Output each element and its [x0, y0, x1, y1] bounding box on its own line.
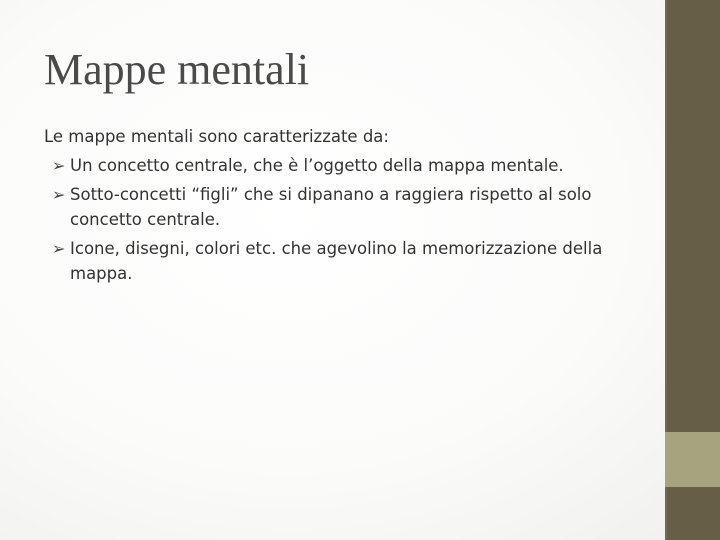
arrowhead-bullet-icon: ➢ [52, 185, 66, 204]
bullet-list [44, 153, 644, 286]
bullet-text: Icone, disegni, colori etc. che agevolino la memorizzazione della mappa. [70, 239, 603, 283]
arrowhead-bullet-icon: ➢ [52, 156, 66, 175]
list-item [44, 153, 644, 178]
bullet-text: Un concetto centrale, che è l’oggetto della mappa mentale. [70, 156, 564, 175]
list-item [44, 236, 644, 286]
decorative-sidebar [665, 0, 720, 540]
sidebar-accent-band [665, 432, 720, 487]
intro-text: Le mappe mentali sono caratterizzate da: [44, 127, 389, 146]
arrowhead-bullet-icon: ➢ [52, 239, 66, 258]
list-item [44, 182, 644, 232]
slide-body [44, 124, 644, 290]
bullet-text: Sotto-concetti “figli” che si dipanano a raggiera rispetto al solo concetto centrale. [70, 185, 592, 229]
slide-title: Mappe mentali [44, 45, 310, 94]
